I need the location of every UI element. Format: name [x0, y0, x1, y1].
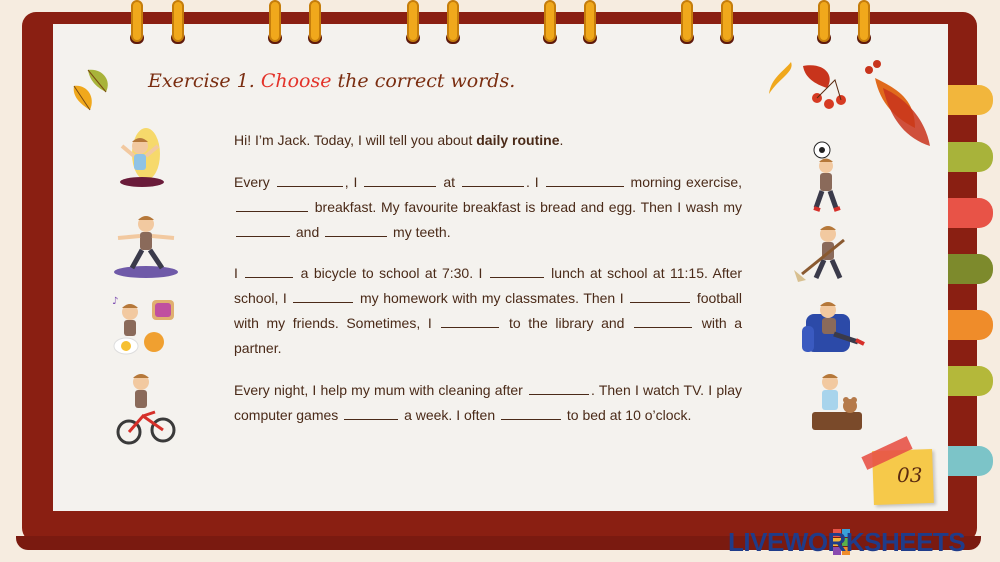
blank-15[interactable] [344, 405, 398, 420]
blank-8[interactable] [245, 263, 293, 278]
blank-5[interactable] [236, 197, 308, 212]
blank-3[interactable] [462, 172, 524, 187]
exercise-number: Exercise 1. [148, 70, 255, 92]
p1-text-3: at [443, 174, 456, 190]
p1-text-5: morning exercise, [630, 174, 743, 190]
p1-text-8: my teeth. [393, 224, 451, 240]
blank-14[interactable] [529, 380, 589, 395]
blank-2[interactable] [364, 172, 436, 187]
tab-yellow [945, 85, 993, 115]
p3-text-3: a week. I often [404, 407, 496, 423]
intro-bold-topic: daily routine [476, 132, 560, 148]
p1-text-1: Every [234, 174, 270, 190]
boy-breakfast-icon [108, 292, 182, 360]
tab-teal [945, 446, 993, 476]
intro-line [234, 128, 742, 153]
exercise-title [148, 70, 515, 92]
p1-text-4: . I [525, 174, 539, 190]
p2-text-6: to the library and [509, 315, 625, 331]
p2-text-4: my homework with my classmates. Then I [359, 290, 624, 306]
p2-text-7: with a partner. [234, 315, 743, 356]
blank-6[interactable] [236, 222, 290, 237]
tab-olive [945, 142, 993, 172]
blank-13[interactable] [634, 313, 692, 328]
blank-11[interactable] [630, 288, 690, 303]
exercise-verb: Choose [260, 70, 332, 92]
boy-going-to-bed-icon [808, 372, 866, 434]
p2-text-5: football with my friends. Sometimes, I [234, 290, 742, 331]
tab-lime [945, 366, 993, 396]
intro-text: Hi! I’m Jack. Today, I will tell you about [234, 132, 477, 148]
blank-9[interactable] [490, 263, 544, 278]
blank-12[interactable] [441, 313, 499, 328]
intro-period: . [559, 132, 564, 148]
p3-text-1: Every night, I help my mum with cleaning after [234, 382, 523, 398]
boy-riding-bicycle-icon [115, 372, 177, 448]
blank-4[interactable] [546, 172, 624, 187]
tab-orange [945, 310, 993, 340]
p1-text-6: breakfast. My favourite breakfast is bread and egg. Then I wash my [314, 199, 742, 215]
tab-red [945, 198, 993, 228]
p2-text-1: I [234, 265, 238, 281]
blank-1[interactable] [277, 172, 343, 187]
boy-morning-exercise-icon [108, 210, 182, 282]
boy-sweeping-floor-icon [792, 224, 856, 284]
blank-7[interactable] [325, 222, 387, 237]
blank-10[interactable] [293, 288, 353, 303]
paragraph-1 [234, 170, 742, 245]
p1-text-2: , I [344, 174, 358, 190]
p2-text-2: a bicycle to school at 7:30. I [300, 265, 483, 281]
paragraph-2 [234, 261, 742, 361]
p3-text-4: to bed at 10 o’clock. [566, 407, 692, 423]
paragraph-3 [234, 378, 742, 428]
tab-darkolive [945, 254, 993, 284]
autumn-leaves-right-icon [765, 58, 940, 153]
p3-text-2: . Then I watch TV. I play computer games [234, 382, 742, 423]
boy-waking-up-icon [112, 124, 172, 190]
page-number: 03 [897, 463, 923, 487]
exercise-instruction: the correct words. [337, 70, 516, 92]
brand-name[interactable]: LIVEWORKSHEETS [728, 527, 966, 557]
svg-text:♪: ♪ [112, 296, 119, 307]
boy-playing-football-icon [806, 140, 844, 214]
p2-text-3: lunch at school at 11:15. After school, I [234, 265, 743, 306]
autumn-leaves-left-icon [68, 62, 124, 114]
boy-watching-tv-armchair-icon [800, 298, 866, 358]
p1-text-7: and [295, 224, 320, 240]
blank-16[interactable] [501, 405, 561, 420]
